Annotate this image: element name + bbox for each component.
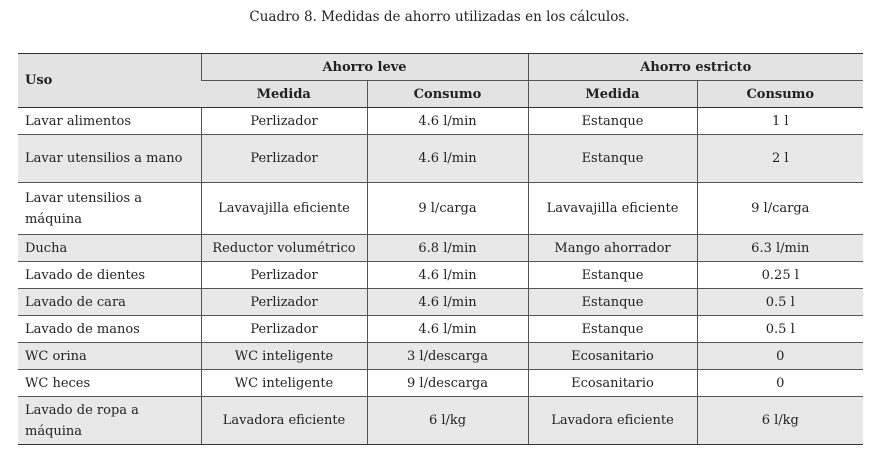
cell-consumo-leve: 4.6 l/min	[367, 262, 528, 289]
cell-medida-leve: Perlizador	[201, 108, 367, 135]
cell-consumo-leve: 6.8 l/min	[367, 235, 528, 262]
cell-consumo-estricto: 2 l	[697, 135, 863, 183]
cell-consumo-leve: 3 l/descarga	[367, 343, 528, 370]
cell-medida-leve: Perlizador	[201, 135, 367, 183]
cell-consumo-estricto: 6 l/kg	[697, 397, 863, 445]
cell-consumo-estricto: 6.3 l/min	[697, 235, 863, 262]
cell-consumo-leve: 9 l/carga	[367, 183, 528, 235]
cell-medida-leve: Perlizador	[201, 316, 367, 343]
cell-consumo-leve: 4.6 l/min	[367, 108, 528, 135]
cell-consumo-estricto: 1 l	[697, 108, 863, 135]
table-row	[18, 135, 863, 183]
table-row	[18, 262, 863, 289]
table-row	[18, 316, 863, 343]
cell-uso: Lavado de manos	[18, 316, 201, 343]
cell-medida-estricto: Ecosanitario	[528, 343, 697, 370]
cell-uso: Lavado de cara	[18, 289, 201, 316]
header-medida-leve: Medida	[201, 81, 367, 108]
table-caption: Cuadro 8. Medidas de ahorro utilizadas en los cálculos.	[249, 9, 630, 25]
cell-consumo-estricto: 0.25 l	[697, 262, 863, 289]
table-row	[18, 343, 863, 370]
table-row	[18, 183, 863, 235]
table-row	[18, 289, 863, 316]
cell-uso: Ducha	[18, 235, 201, 262]
table-row	[18, 235, 863, 262]
cell-uso: WC heces	[18, 370, 201, 397]
table-row	[18, 370, 863, 397]
cell-medida-leve: WC inteligente	[201, 343, 367, 370]
cell-medida-estricto: Lavavajilla eficiente	[528, 183, 697, 235]
cell-uso: Lavar alimentos	[18, 108, 201, 135]
water-savings-table	[18, 53, 863, 445]
cell-consumo-leve: 4.6 l/min	[367, 135, 528, 183]
cell-medida-leve: Perlizador	[201, 289, 367, 316]
cell-medida-estricto: Mango ahorrador	[528, 235, 697, 262]
cell-medida-estricto: Estanque	[528, 135, 697, 183]
cell-medida-leve: WC inteligente	[201, 370, 367, 397]
header-medida-estricto: Medida	[528, 81, 697, 108]
table-row	[18, 108, 863, 135]
cell-uso: Lavar utensilios a mano	[18, 135, 201, 183]
header-consumo-estricto: Consumo	[697, 81, 863, 108]
cell-consumo-leve: 4.6 l/min	[367, 289, 528, 316]
cell-medida-leve: Lavadora eficiente	[201, 397, 367, 445]
table-row	[18, 397, 863, 445]
cell-medida-estricto: Estanque	[528, 262, 697, 289]
cell-medida-leve: Lavavajilla eficiente	[201, 183, 367, 235]
cell-uso: Lavado de ropa a máquina	[18, 397, 201, 445]
cell-uso: WC orina	[18, 343, 201, 370]
cell-uso: Lavar utensilios a máquina	[18, 183, 201, 235]
cell-consumo-estricto: 9 l/carga	[697, 183, 863, 235]
cell-consumo-estricto: 0	[697, 343, 863, 370]
cell-medida-leve: Reductor volumétrico	[201, 235, 367, 262]
cell-medida-estricto: Estanque	[528, 316, 697, 343]
cell-medida-estricto: Estanque	[528, 108, 697, 135]
cell-uso: Lavado de dientes	[18, 262, 201, 289]
header-ahorro-estricto: Ahorro estricto	[528, 54, 863, 81]
cell-medida-estricto: Ecosanitario	[528, 370, 697, 397]
cell-consumo-leve: 9 l/descarga	[367, 370, 528, 397]
cell-consumo-estricto: 0	[697, 370, 863, 397]
header-uso: Uso	[18, 54, 201, 108]
header-ahorro-leve: Ahorro leve	[201, 54, 528, 81]
cell-consumo-estricto: 0.5 l	[697, 289, 863, 316]
cell-consumo-leve: 4.6 l/min	[367, 316, 528, 343]
cell-consumo-leve: 6 l/kg	[367, 397, 528, 445]
cell-medida-leve: Perlizador	[201, 262, 367, 289]
cell-consumo-estricto: 0.5 l	[697, 316, 863, 343]
header-consumo-leve: Consumo	[367, 81, 528, 108]
cell-medida-estricto: Estanque	[528, 289, 697, 316]
cell-medida-estricto: Lavadora eficiente	[528, 397, 697, 445]
